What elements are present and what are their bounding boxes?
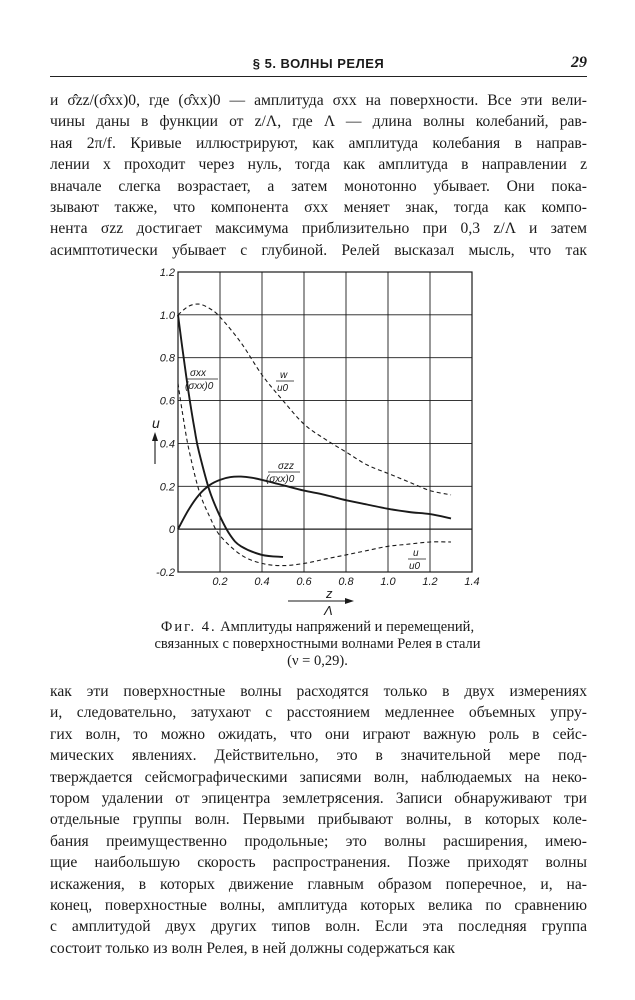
curve-u-u0 (178, 383, 451, 565)
text-line: состоит только из волн Релея, в ней должны содержаться как (50, 939, 455, 957)
curve-w-u0 (178, 304, 451, 495)
text-line: чины даны в функции от z/Λ, где Λ — длина волны колебаний, рав- (50, 113, 587, 131)
caption-label: Фиг. 4. (160, 619, 217, 635)
text-line: лении x проходит через нуль, тогда как амплитуда в направлении z (50, 156, 587, 174)
caption-line-3: (ν = 0,29). (287, 653, 348, 669)
x-tick-label: 1.0 (380, 576, 396, 588)
sxx-label-den: (σxx)0 (185, 381, 214, 392)
text-line: тверждается сейсмографическими записями волн, наблюдаемых на неко- (50, 768, 587, 786)
text-line: с амплитудой двух других типов волн. Если эта последняя группа (50, 918, 587, 936)
x-tick-label: 0.8 (338, 576, 354, 588)
chart-grid (178, 272, 472, 572)
text-line: как эти поверхностные волны расходятся только в двух измерениях (50, 683, 587, 700)
y-tick-label: 0.8 (159, 352, 175, 365)
caption-line-2: связанных с поверхностными волнами Релея в стали (154, 636, 481, 652)
text-line: искажения, в которых движение главным образом поперечное, и, на- (50, 875, 587, 893)
text-line: щие наибольшую скорость распространения. Позже приходят волны (50, 854, 587, 872)
text-line: нента σzz достигает максимума приблизительно при 0,3 z/Λ и затем (50, 220, 587, 238)
text-line: и, следовательно, затухают с расстоянием медленнее объемных упру- (50, 704, 587, 722)
paragraph-bottom (50, 681, 587, 959)
sxx-label-num: σxx (190, 368, 207, 379)
curve-szz (178, 477, 451, 530)
text-line: асимптотически убывает с глубиной. Релей высказал мысль, что так (50, 241, 587, 259)
x-axis-arrow-head (345, 598, 354, 604)
curve-sxx (178, 315, 283, 557)
text-line: тором удалении от эпицентра землетрясения. Записи обнаруживают три (50, 790, 587, 808)
text-line: ная 2π/f. Кривые иллюстрируют, как амплитуда колебания в направ- (50, 134, 587, 152)
y-axis-label: u (152, 415, 160, 431)
x-tick-label: 0.4 (254, 576, 270, 588)
x-tick-label: 1.4 (464, 576, 480, 588)
page-number: 29 (571, 54, 587, 71)
caption-line-1-text: Амплитуды напряжений и перемещений, (220, 619, 475, 635)
text-line: вначале слегка возрастает, а затем монотонно убывает. Они пока- (50, 177, 587, 195)
x-axis-label-numerator: z (326, 586, 333, 601)
y-tick-label: 0 (168, 524, 175, 537)
caption-line-1 (60, 619, 575, 636)
x-axis-label-denominator: Λ (324, 603, 333, 618)
chart-curves (178, 304, 451, 566)
u-label-den: u0 (409, 561, 421, 572)
paragraph-top (50, 90, 587, 261)
y-tick-label: 1.0 (159, 309, 175, 322)
y-tick-label: 0.4 (159, 438, 175, 451)
plot-frame (178, 272, 472, 572)
x-tick-label: 0.6 (296, 576, 312, 588)
text-line: бания преимущественно продольные; это волны расширения, имею- (50, 832, 587, 850)
text-line: зывают также, что компонента σxx меняет знак, тогда как компо- (50, 199, 587, 217)
w-label-num: w (280, 370, 288, 381)
figure-caption (60, 619, 575, 670)
x-tick-label: 1.2 (422, 576, 438, 588)
u-label-num: u (413, 548, 419, 559)
x-tick-label: 0.2 (212, 576, 228, 588)
text-line: гих волн, то можно ожидать, что они играют важную роль в сейс- (50, 725, 587, 743)
szz-label-num: σzz (278, 461, 295, 472)
figure-4-chart (138, 258, 498, 618)
text-line: мических явлениях. Действительно, это в значительной мере под- (50, 747, 587, 765)
text-line: отдельные группы волн. Первыми прибывают волны, в которых коле- (50, 811, 587, 829)
szz-label-den: (σxx)0 (266, 474, 295, 485)
running-header (50, 52, 587, 77)
y-tick-label: 1.2 (159, 267, 175, 279)
w-label-den: u0 (277, 383, 289, 394)
y-tick-label: -0.2 (156, 567, 175, 579)
y-tick-label: 0.2 (159, 481, 175, 494)
y-axis-arrow-head (152, 432, 158, 441)
text-line: конец, поверхностные волны, амплитуда которых велика по сравнению (50, 897, 587, 915)
section-title: § 5. ВОЛНЫ РЕЛЕЯ (252, 56, 385, 71)
text-line: и σ̂zz/(σ̂xx)0, где (σ̂xx)0 — амплитуда σxx на поверхности. Все эти вели- (50, 92, 587, 109)
y-tick-label: 0.6 (159, 395, 175, 408)
